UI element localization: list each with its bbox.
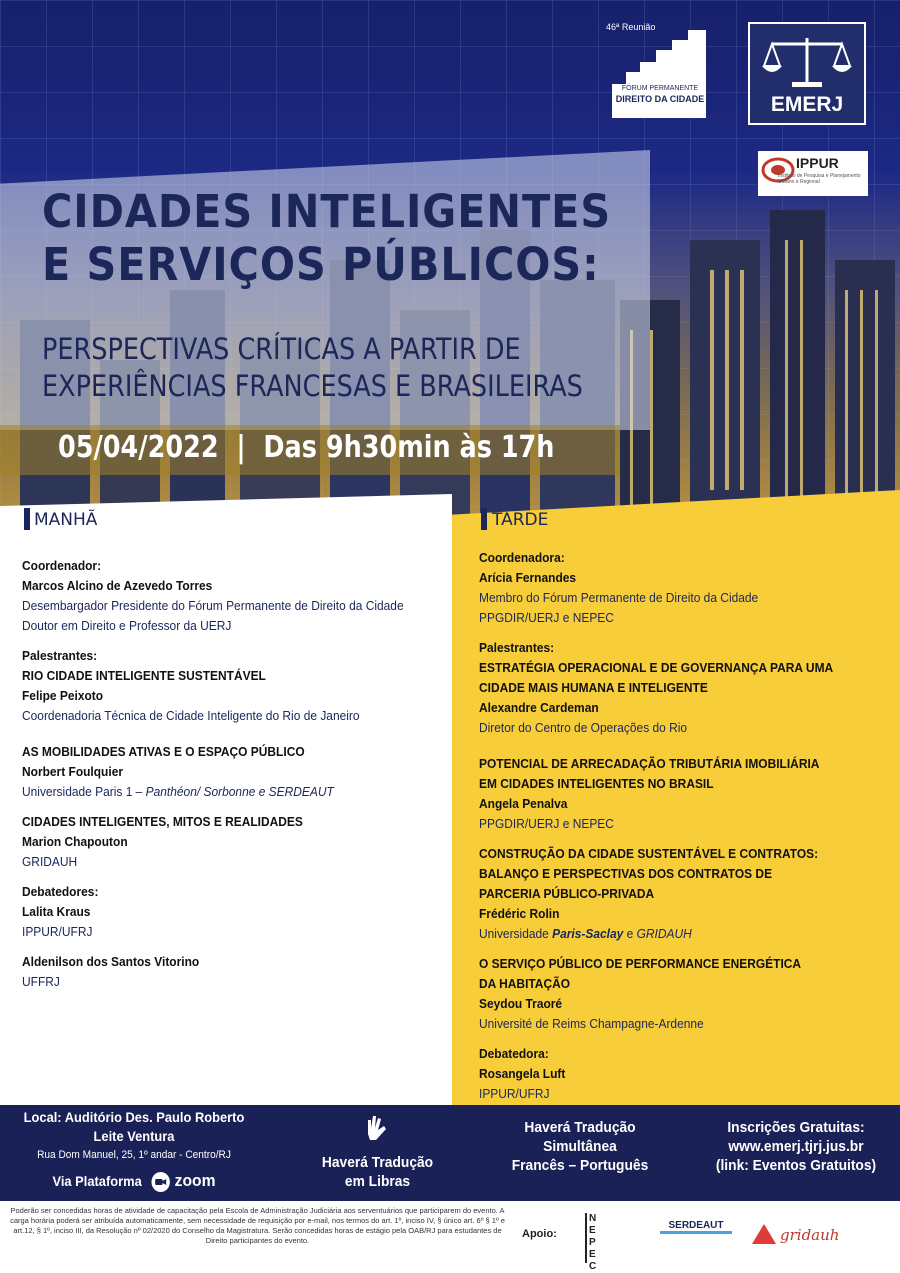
talk-title: AS MOBILIDADES ATIVAS E O ESPAÇO PÚBLICO [22, 744, 305, 759]
libras-line-2: em Libras [344, 1173, 411, 1190]
registration-url[interactable]: www.emerj.tjrj.jus.br [728, 1138, 864, 1155]
support-label: Apoio: [522, 1228, 557, 1240]
forum-name [610, 84, 710, 104]
platform-label: Via Plataforma [52, 1173, 142, 1189]
speakers-label: Palestrantes: [479, 640, 555, 655]
emerj-text: EMERJ [770, 93, 844, 116]
coordinator-label: Coordenadora: [479, 550, 565, 565]
forum-logo [606, 22, 718, 120]
debater-label: Debatedora: [479, 1046, 549, 1061]
speaker-name: Angela Penalva [479, 796, 568, 811]
section-marker [24, 508, 30, 530]
title-line-2: E SERVIÇOS PÚBLICOS: [42, 238, 600, 291]
speaker-affiliation: Université de Reims Champagne-Ardenne [479, 1016, 704, 1031]
debater-name: Rosangela Luft [479, 1066, 566, 1081]
talk-title-3: PARCERIA PÚBLICO-PRIVADA [479, 886, 655, 901]
forum-title: DIREITO DA CIDADE [615, 94, 705, 104]
affiliation-italic: Paris-Saclay [552, 926, 624, 941]
nepec-logo [585, 1213, 645, 1272]
talk-title: O SERVIÇO PÚBLICO DE PERFORMANCE ENERGÉTICA [479, 956, 802, 971]
translation-info [502, 1118, 658, 1175]
talk-title: CONSTRUÇÃO DA CIDADE SUSTENTÁVEL E CONTRATOS: [479, 846, 819, 861]
venue-line-2: Leite Ventura [93, 1128, 175, 1144]
libras-line-1: Haverá Tradução [321, 1154, 434, 1171]
event-date: 05/04/2022 | Das 9h30min às 17h [58, 430, 555, 465]
ippur-name: IPPUR [796, 155, 839, 171]
talk-title-2: BALANÇO E PERSPECTIVAS DOS CONTRATOS DE [479, 866, 773, 881]
debater-name: Aldenilson dos Santos Vitorino [22, 954, 200, 969]
speaker-name: Norbert Foulquier [22, 764, 123, 779]
emerj-logo [748, 22, 866, 125]
speaker-affiliation: GRIDAUH [22, 854, 78, 869]
nepec-text: NEPEC [589, 1213, 597, 1272]
speaker-name: Alexandre Cardeman [479, 700, 599, 715]
coordinator-role: Desembargador Presidente do Fórum Permanente de Direito da Cidade [22, 598, 404, 613]
coordinator-name: Arícia Fernandes [479, 570, 577, 585]
ippur-logo [758, 151, 868, 196]
speaker-affiliation: Diretor do Centro de Operações do Rio [479, 720, 688, 735]
translation-line-1: Haverá Tradução [524, 1119, 636, 1136]
info-footer [0, 1105, 900, 1201]
venue-address: Rua Dom Manuel, 25, 1º andar - Centro/RJ [37, 1149, 231, 1161]
talk-title: ESTRATÉGIA OPERACIONAL E DE GOVERNANÇA PARA UMA [479, 660, 834, 675]
affiliation-italic: GRIDAUH [636, 926, 692, 941]
debaters-label: Debatedores: [22, 884, 99, 899]
debater-affiliation: IPPUR/UFRJ [479, 1086, 550, 1101]
affiliation-text: Universidade [479, 926, 553, 941]
speaker-affiliation: Coordenadoria Técnica de Cidade Inteligente do Rio de Janeiro [22, 708, 360, 723]
scales-of-justice-icon [750, 26, 864, 96]
registration-link-note: (link: Eventos Gratuitos) [715, 1157, 877, 1174]
section-marker [481, 508, 487, 530]
serdeaut-text: SERDEAUT [660, 1220, 732, 1234]
speaker-affiliation [22, 782, 436, 802]
gridauh-logo [750, 1218, 850, 1252]
subtitle-line-1: PERSPECTIVAS CRÍTICAS A PARTIR DE [42, 332, 521, 366]
debater-name: Lalita Kraus [22, 904, 91, 919]
affiliation-italic: Panthéon/ Sorbonne e SERDEAUT [145, 784, 334, 799]
coordinator-role-2: PPGDIR/UERJ e NEPEC [479, 610, 614, 625]
debater-affiliation: IPPUR/UFRJ [22, 924, 93, 939]
talk-title: CIDADES INTELIGENTES, MITOS E REALIDADES [22, 814, 303, 829]
speaker-name: Frédéric Rolin [479, 906, 560, 921]
registration-info [713, 1118, 879, 1175]
legal-notice: Poderão ser concedidas horas de atividade de capacitação pela Escola de Administração Judiciária aos serventuários que participarem do evento. A carga horária poderá ser atribuída automaticamente, sem necessidade de requisição por e-mail, nos termos do art. 1º, inciso IV, § único art. 6º § 1º e art.12, § 1º, inciso III, da Resolução nº 02/2020 do Conselho da Magistratura. Serão concedidas horas de estágio pela OAB/RJ para estudantes de Direito participantes do evento. [10, 1206, 505, 1245]
speaker-affiliation [479, 924, 884, 944]
coordinator-role-2: Doutor em Direito e Professor da UERJ [22, 618, 232, 633]
sign-language-icon [360, 1110, 394, 1144]
talk-title: POTENCIAL DE ARRECADAÇÃO TRIBUTÁRIA IMOBILIÁRIA [479, 756, 820, 771]
platform-line [24, 1171, 245, 1193]
speaker-affiliation: PPGDIR/UERJ e NEPEC [479, 816, 614, 831]
zoom-logo: zoom [174, 1171, 216, 1190]
morning-program [22, 556, 436, 992]
speakers-label: Palestrantes: [22, 648, 98, 663]
talk-title-2: EM CIDADES INTELIGENTES NO BRASIL [479, 776, 714, 791]
affiliation-text: Universidade Paris 1 – [22, 784, 146, 799]
coordinator-name: Marcos Alcino de Azevedo Torres [22, 578, 213, 593]
forum-meeting-number: 46ª Reunião [606, 22, 656, 32]
zoom-camera-icon [151, 1171, 171, 1193]
talk-title-2: CIDADE MAIS HUMANA E INTELIGENTE [479, 680, 708, 695]
libras-info [311, 1153, 444, 1191]
heading-manha: MANHÃ [34, 510, 98, 530]
afternoon-program [479, 548, 884, 1104]
coordinator-label: Coordenador: [22, 558, 102, 573]
speaker-name: Marion Chapouton [22, 834, 128, 849]
translation-line-3: Francês – Português [511, 1157, 649, 1174]
speaker-name: Seydou Traoré [479, 996, 563, 1011]
venue-info [24, 1108, 245, 1193]
speaker-name: Felipe Peixoto [22, 688, 104, 703]
gridauh-emblem-icon [750, 1220, 778, 1248]
gridauh-text: gridauh [780, 1226, 840, 1244]
main-title [42, 185, 611, 291]
translation-line-2: Simultânea [543, 1138, 617, 1155]
talk-title-2: DA HABITAÇÃO [479, 976, 571, 991]
affiliation-text: e [623, 926, 637, 941]
ippur-subtitle: Instituto de Pesquisa e Planejamento Urbano e Regional [778, 173, 861, 185]
heading-tarde: TARDE [492, 510, 549, 530]
subtitle-line-2: EXPERIÊNCIAS FRANCESAS E BRASILEIRAS [42, 369, 583, 403]
title-line-1: CIDADES INTELIGENTES [42, 185, 612, 238]
talk-title: RIO CIDADE INTELIGENTE SUSTENTÁVEL [22, 668, 266, 683]
venue-line-1: Local: Auditório Des. Paulo Roberto [23, 1109, 245, 1125]
subtitle [42, 331, 583, 405]
serdeaut-logo [660, 1220, 732, 1250]
debater-affiliation: UFFRJ [22, 974, 60, 989]
forum-small-label: FÓRUM PERMANENTE [621, 85, 699, 92]
coordinator-role: Membro do Fórum Permanente de Direito da Cidade [479, 590, 759, 605]
registration-label: Inscrições Gratuitas: [727, 1119, 865, 1136]
